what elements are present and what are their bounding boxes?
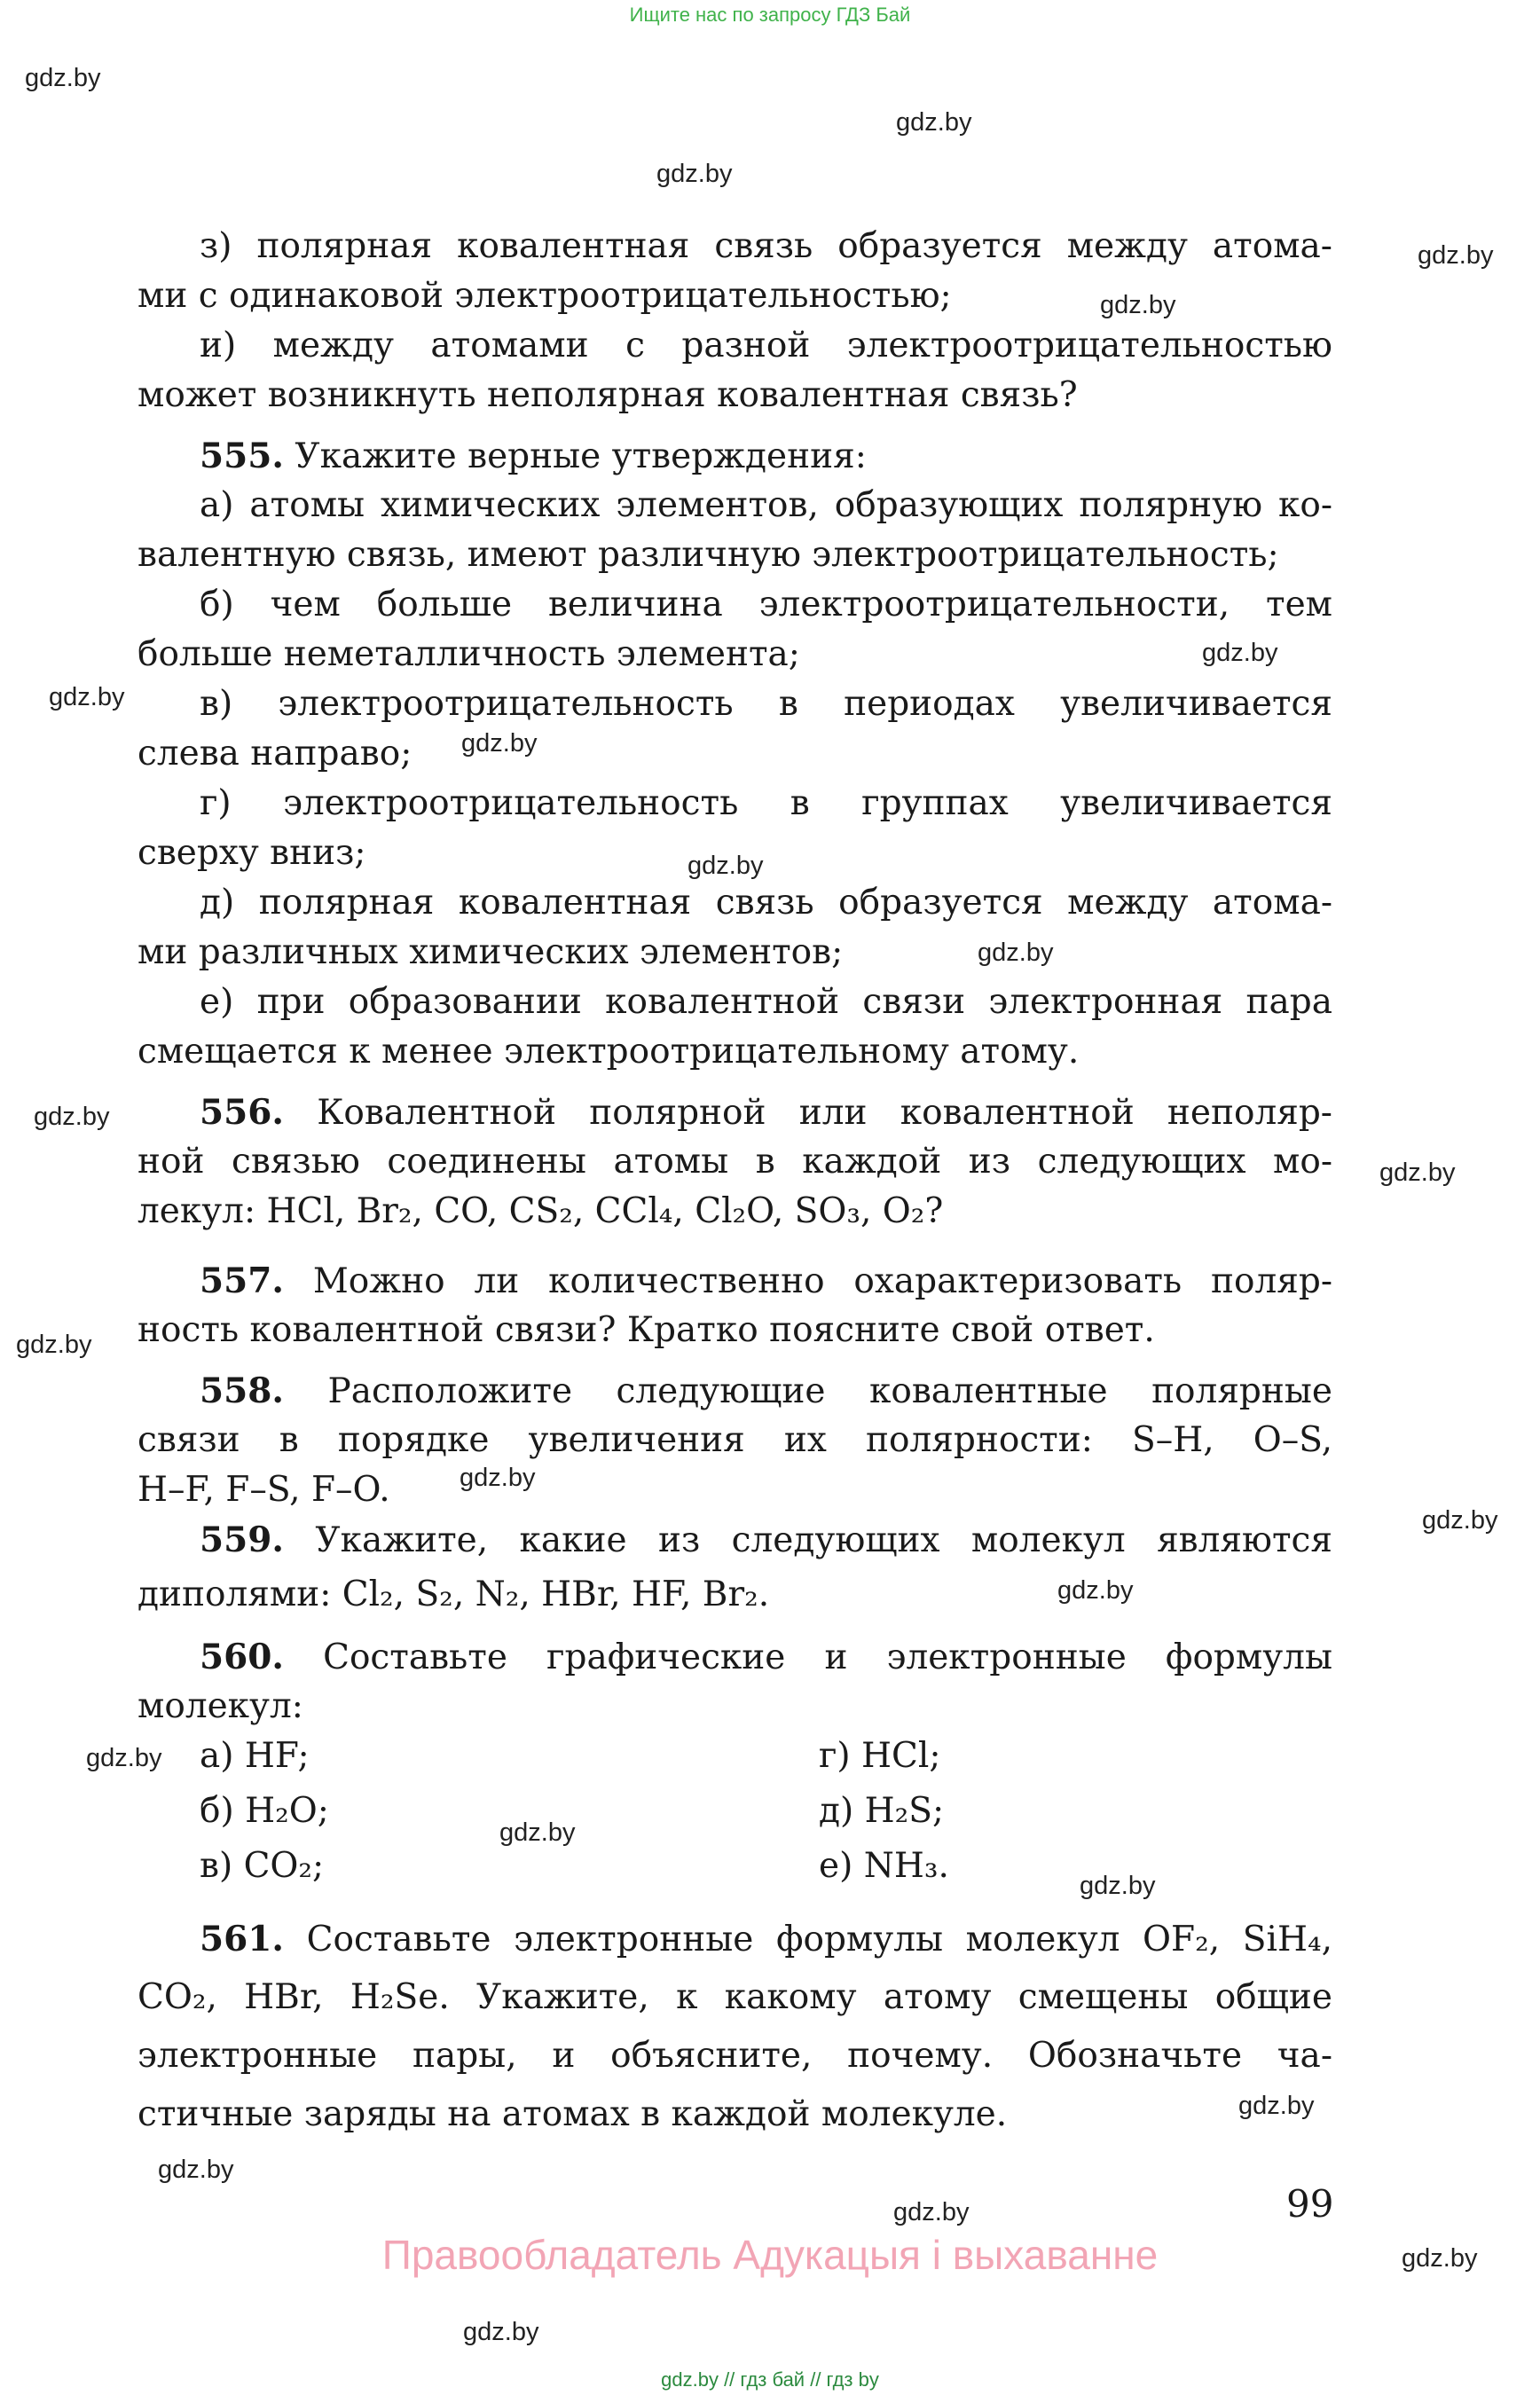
watermark: gdz.by [1057,1576,1134,1605]
text-line: связи в порядке увеличения их полярности: S–H, O–S, [138,1420,1332,1460]
text-line: е) при образовании ковалентной связи электронная пара [200,982,1332,1022]
text-line: д) полярная ковалентная связь образуется между атома- [200,883,1332,923]
text-line: ность ковалентной связи? Кратко поясните свой ответ. [138,1310,1155,1350]
text-line: и) между атомами с разной электроотрицательностью [200,326,1332,365]
watermark: gdz.by [49,683,125,711]
exercise-555 [200,431,1332,481]
text-line: б) чем больше величина электроотрицательности, тем [200,585,1332,624]
watermark: gdz.by [1080,1872,1156,1900]
exercise-556 [200,1088,1332,1137]
watermark: gdz.by [1402,2244,1478,2273]
text-line: CO₂, HBr, H₂Se. Укажите, к какому атому смещены общие [138,1977,1332,2017]
text-line: слева направо; [138,734,412,774]
exercise-prompt: Укажите, какие из следующих молекул являются [284,1520,1332,1560]
watermark: gdz.by [16,1331,92,1359]
text-line: электронные пары, и объясните, почему. Обозначьте ча- [138,2036,1332,2076]
exercise-prompt: Укажите верные утверждения: [284,436,867,476]
text-line: валентную связь, имеют различную электроотрицательность; [138,535,1279,575]
watermark: gdz.by [1418,241,1494,270]
footer-links[interactable]: gdz.by // гдз бай // гдз by [661,2368,879,2391]
watermark: gdz.by [656,160,733,188]
watermark: gdz.by [1379,1158,1456,1187]
text-line: может возникнуть неполярная ковалентная связь? [138,375,1078,415]
text-line: ми различных химических элементов; [138,932,844,972]
watermark: gdz.by [1238,2092,1315,2120]
watermark: gdz.by [158,2156,234,2184]
watermark: gdz.by [1422,1506,1498,1535]
exercise-number: 556. [200,1092,284,1133]
exercise-prompt: Ковалентной полярной или ковалентной неполяр- [284,1093,1332,1133]
exercise-number: 557. [200,1260,284,1301]
exercise-prompt: Составьте графические и электронные формулы [284,1637,1332,1677]
watermark: gdz.by [499,1818,576,1847]
exercise-prompt: Можно ли количественно охарактеризовать поляр- [284,1261,1332,1301]
option-e: е) NH₃. [819,1846,949,1886]
exercise-number: 560. [200,1637,284,1677]
text-line: ной связью соединены атомы в каждой из следующих мо- [138,1142,1332,1182]
option-d: д) H₂S; [819,1791,945,1831]
top-banner[interactable]: Ищите нас по запросу ГДЗ Бай [629,4,911,26]
text-line: диполями: Cl₂, S₂, N₂, HBr, HF, Br₂. [138,1575,770,1614]
text-line: молекул: [138,1686,303,1726]
exercise-number: 558. [200,1370,284,1411]
copyright-notice: Правообладатель Адукацыя і выхаванне [381,2232,1159,2278]
exercise-number: 561. [200,1919,284,1959]
watermark: gdz.by [461,729,538,758]
watermark: gdz.by [893,2198,970,2226]
exercise-560 [200,1632,1332,1682]
options-row [138,1787,1332,1836]
exercise-prompt: Расположите следующие ковалентные полярные [284,1371,1332,1411]
text-line: H–F, F–S, F–O. [138,1470,390,1510]
exercise-number: 559. [200,1520,284,1560]
exercise-558 [200,1366,1332,1416]
watermark: gdz.by [460,1464,536,1492]
exercise-561 [200,1914,1332,1964]
text-line: г) электроотрицательность в группах увеличивается [200,783,1332,823]
watermark: gdz.by [463,2318,539,2346]
text-line: стичные заряды на атомах в каждой молекуле. [138,2094,1008,2134]
watermark: gdz.by [1100,291,1176,319]
option-v: в) CO₂; [200,1846,325,1886]
exercise-prompt: Составьте электронные формулы молекул OF₂, SiH₄, [284,1920,1332,1959]
text-line: сверху вниз; [138,833,366,873]
exercise-557 [200,1256,1332,1306]
watermark: gdz.by [34,1103,110,1131]
text-line: больше неметалличность элемента; [138,634,800,674]
text-line: а) атомы химических элементов, образующих полярную ко- [200,485,1332,525]
option-b: б) H₂O; [200,1791,329,1831]
option-g: г) HCl; [819,1736,941,1776]
text-line: лекул: HCl, Br₂, CO, CS₂, CCl₄, Cl₂O, SO₃, O₂? [138,1191,944,1231]
watermark: gdz.by [688,852,764,880]
watermark: gdz.by [86,1744,162,1772]
watermark: gdz.by [25,64,101,92]
page-number: 99 [1286,2182,1334,2226]
exercise-number: 555. [200,436,284,476]
watermark: gdz.by [1202,639,1278,667]
watermark: gdz.by [896,108,972,137]
text-line: в) электроотрицательность в периодах увеличивается [200,684,1332,724]
text-line: ми с одинаковой электроотрицательностью; [138,276,952,316]
option-a: а) HF; [200,1736,310,1776]
watermark: gdz.by [978,938,1054,967]
text-line: з) полярная ковалентная связь образуется между атома- [200,226,1332,266]
text-line: смещается к менее электроотрицательному атому. [138,1032,1080,1072]
exercise-559 [200,1515,1332,1565]
options-row [138,1842,1332,1891]
options-row [138,1732,1332,1781]
